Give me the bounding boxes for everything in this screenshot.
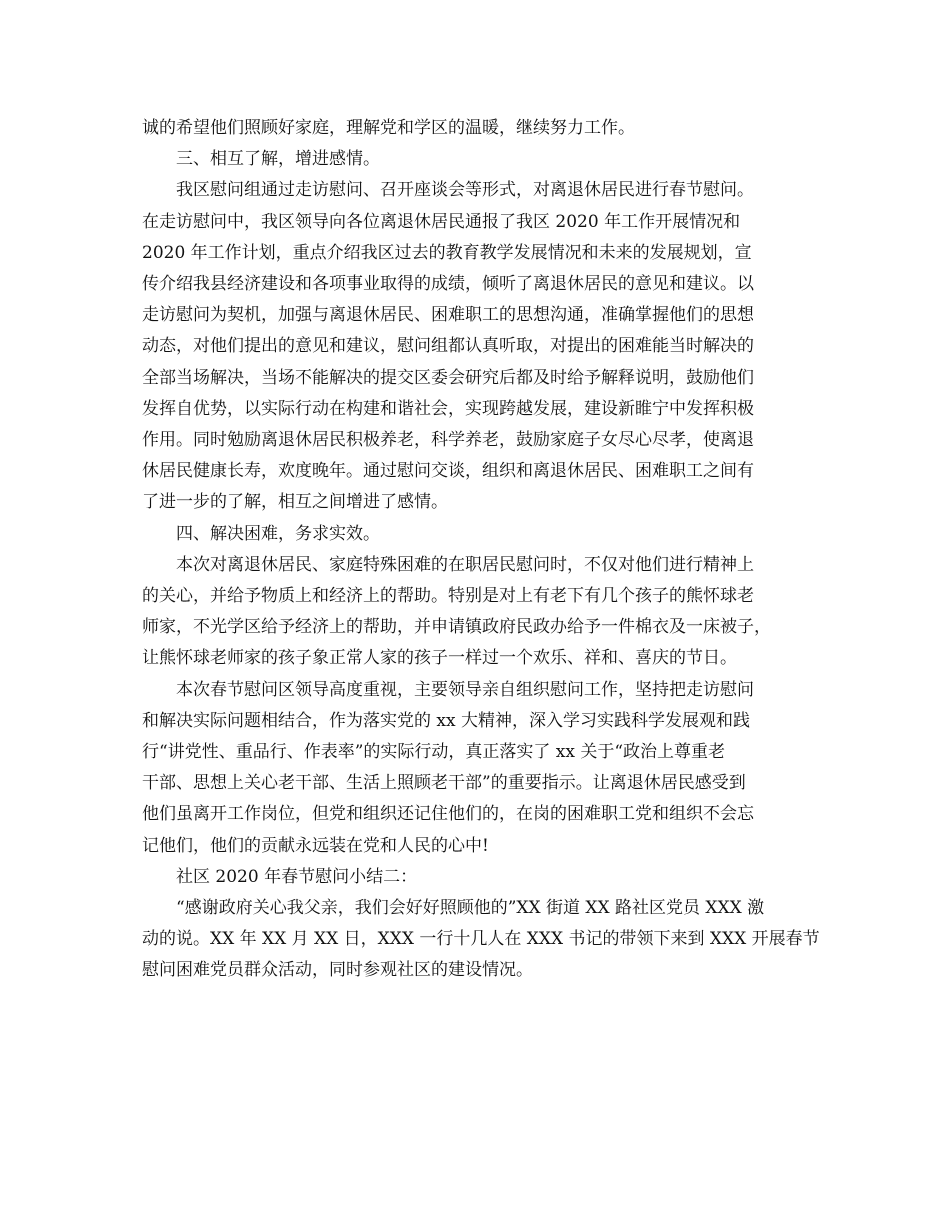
paragraph-visits: [142, 175, 822, 518]
paragraph-help: [142, 550, 822, 675]
text-line: 三、相互了解，增进感情。: [176, 149, 380, 170]
text-line: 发挥自优势，以实际行动在构建和谐社会，实现跨越发展，建设新睢宁中发挥积极: [142, 398, 754, 419]
text-line: 和解决实际问题相结合，作为落实党的 xx 大精神，深入学习实践科学发展观和践: [142, 710, 750, 731]
text-line: 了进一步的了解，相互之间增进了感情。: [142, 492, 448, 513]
text-line: 传介绍我县经济建设和各项事业取得的成绩，倾听了离退休居民的意见和建议。以: [142, 274, 754, 295]
text-line: 作用。同时勉励离退休居民积极养老，科学养老，鼓励家庭子女尽心尽孝，使离退: [142, 430, 754, 451]
text-line: 的关心，并给予物质上和经济上的帮助。特别是对上有老下有几个孩子的熊怀球老: [142, 586, 754, 607]
text-line: 诚的希望他们照顾好家庭，理解党和学区的温暖，继续努力工作。: [142, 118, 635, 138]
document-page: [142, 113, 822, 987]
text-line: 休居民健康长寿，欢度晚年。通过慰问交谈，组织和离退休居民、困难职工之间有: [142, 461, 754, 482]
paragraph-continuation: [142, 113, 822, 144]
text-line: 让熊怀球老师家的孩子象正常人家的孩子一样过一个欢乐、祥和、喜庆的节日。: [142, 648, 737, 669]
text-line: 干部、思想上关心老干部、生活上照顾老干部”的重要指示。让离退休居民感受到: [142, 773, 746, 794]
section-heading-4: [142, 519, 822, 550]
section-title-2: [142, 862, 822, 893]
text-line: 行“讲党性、重品行、作表率”的实际行动，真正落实了 xx 关于“政治上尊重老: [142, 742, 726, 763]
text-line: 走访慰问为契机，加强与离退休居民、困难职工的思想沟通，准确掌握他们的思想: [142, 305, 754, 326]
text-line: “感谢政府关心我父亲，我们会好好照顾他的”XX 街道 XX 路社区党员 XXX 激: [176, 898, 765, 919]
paragraph-quote: [142, 893, 822, 987]
text-line: 社区 2020 年春节慰问小结二：: [176, 866, 418, 887]
text-line: 记他们，他们的贡献永远装在党和人民的心中!: [142, 835, 489, 856]
text-line: 全部当场解决，当场不能解决的提交区委会研究后都及时给予解释说明，鼓励他们: [142, 367, 754, 388]
text-line: 动的说。XX 年 XX 月 XX 日，XXX 一行十几人在 XXX 书记的带领下来到 XXX 开展春节: [142, 929, 820, 950]
text-line: 在走访慰问中，我区领导向各位离退休居民通报了我区 2020 年工作开展情况和: [142, 211, 741, 232]
text-line: 四、解决困难，务求实效。: [176, 523, 380, 544]
text-line: 2020 年工作计划，重点介绍我区过去的教育教学发展情况和未来的发展规划，宣: [142, 242, 752, 263]
text-line: 动态，对他们提出的意见和建议，慰问组都认真听取，对提出的困难能当时解决的: [142, 336, 754, 357]
text-line: 慰问困难党员群众活动，同时参观社区的建设情况。: [142, 960, 533, 981]
text-line: 他们虽离开工作岗位，但党和组织还记住他们的，在岗的困难职工党和组织不会忘: [142, 804, 754, 825]
section-heading-3: [142, 144, 822, 175]
text-line: 本次春节慰问区领导高度重视，主要领导亲自组织慰问工作，坚持把走访慰问: [176, 679, 754, 700]
paragraph-summary: [142, 675, 822, 862]
text-line: 师家，不光学区给予经济上的帮助，并申请镇政府民政办给予一件棉衣及一床被子，: [142, 617, 771, 638]
text-line: 本次对离退休居民、家庭特殊困难的在职居民慰问时，不仅对他们进行精神上: [176, 554, 754, 575]
text-line: 我区慰问组通过走访慰问、召开座谈会等形式，对离退休居民进行春节慰问。: [176, 180, 754, 201]
